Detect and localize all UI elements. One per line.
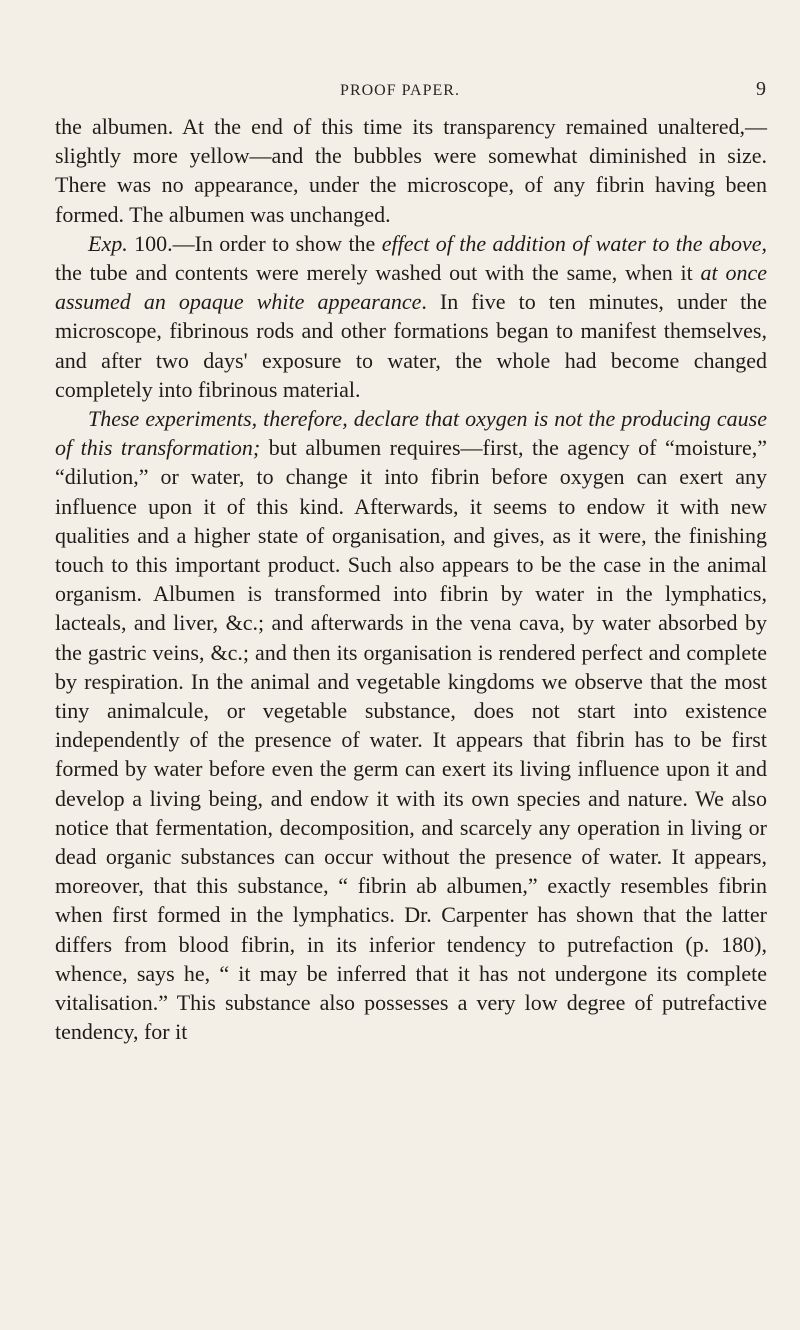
paragraph-3-text: but albumen requires—first, the agency of “moisture,” “dilution,” or water, to change it into fibrin before oxygen can exert any influence upon it of this kind. Afterwards, it seems to endow it with new qualities and a higher state of organisation, and gives, as it were, the finishing touch to this important product. Such also appears to be the case in the animal organism. Albumen is transformed into fibrin by water in the lymphatics, lacteals, and liver, &c.; and afterwards in the vena cava, by water absorbed by the gastric veins, &c.; and then its organisation is rendered perfect and complete by respiration. In the animal and vegetable kingdoms we observe that the most tiny animalcule, or vegetable substance, does not start into existence independently of the presence of water. It appears that fibrin has to be first formed by water before even the germ can exert its living influence upon it and develop a living being, and endow it with its own species and nature. We also notice that fermentation, decomposition, and scarcely any operation in living or dead organic substances can occur without the presence of water. It appears, moreover, that this substance, “ fibrin ab albumen,” exactly resembles fibrin when first formed in the lymphatics. Dr. Carpenter has shown that the latter differs from blood fibrin, in its inferior tendency to putrefaction (p. 180), whence, says he, “ it may be inferred that it has not undergone its complete vitalisation.” This substance also possesses a very low degree of putrefactive tendency, for it (55, 435, 767, 1045)
paragraph-2 (55, 229, 767, 404)
page-number: 9 (756, 78, 766, 100)
paragraph-3-emphasis: These experiments, therefore, declare that oxygen is not the producing cause of this transformation; (55, 406, 767, 461)
paragraph-2-part-c: the tube and contents were merely washed out with the same, when it (55, 260, 701, 286)
running-title: PROOF PAPER. (340, 82, 460, 99)
paragraph-2-part-e: . In five to ten minutes, under the microscope, fibrinous rods and other formations began to manifest themselves, and after two days' exposure to water, the whole had become changed completely into fibrinous material. (55, 289, 767, 402)
paragraph-2-emphasis-1: effect of the addition of water to the above, (381, 230, 767, 256)
paragraph-2-part-a: 100.—In order to show the (127, 230, 382, 256)
paragraph-1 (55, 112, 767, 229)
running-head (0, 78, 800, 106)
experiment-abbrev: Exp. (88, 230, 128, 256)
paragraph-1-text: the albumen. At the end of this time its transparency remained unaltered,—slightly more yellow—and the bubbles were somewhat diminished in size. There was no appearance, under the microscope, of any fibrin having been formed. The albumen was unchanged. (55, 114, 767, 227)
paragraph-2-emphasis-2: at once assumed an opaque white appearance (55, 260, 767, 315)
paragraph-3 (55, 404, 767, 1046)
body-text (55, 112, 767, 1047)
